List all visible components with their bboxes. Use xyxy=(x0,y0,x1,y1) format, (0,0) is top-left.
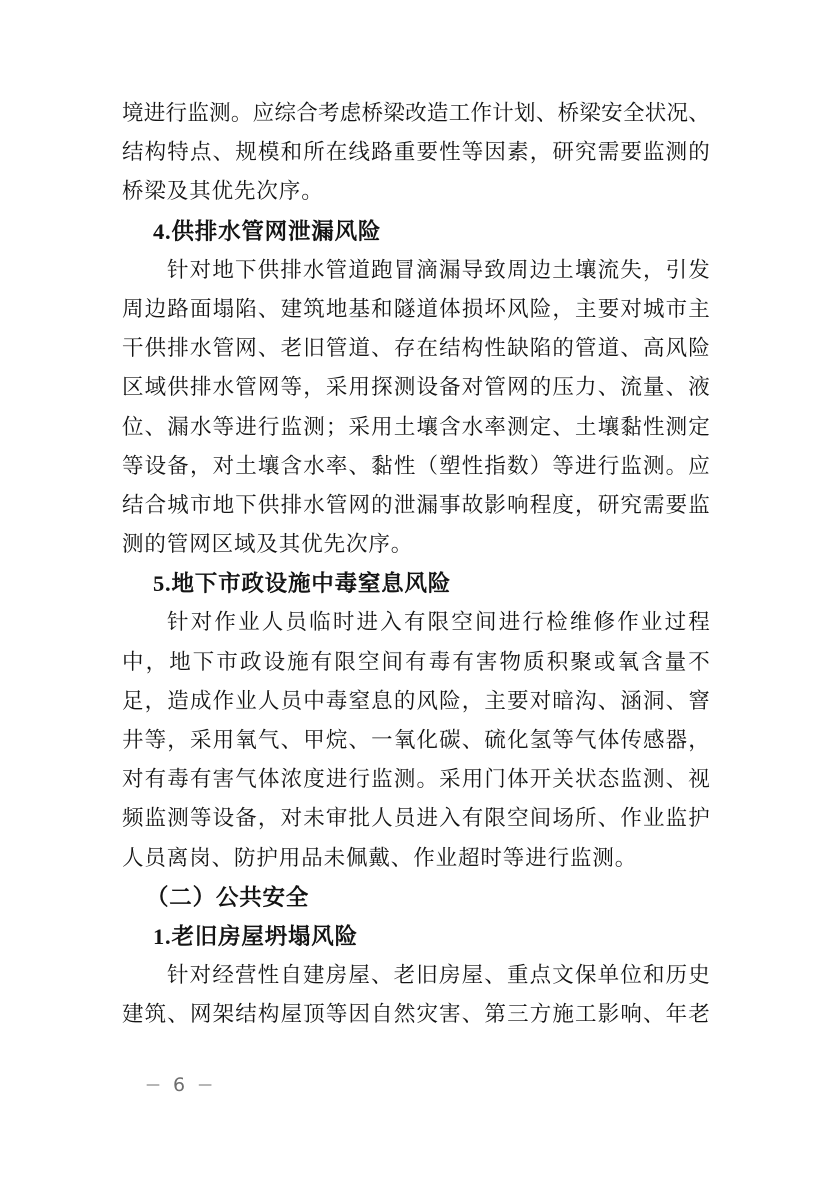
body-line: 建筑、网架结构屋顶等因自然灾害、第三方施工影响、年老 xyxy=(122,1002,710,1027)
body-line: 足，造成作业人员中毒窒息的风险，主要对暗沟、涵洞、窨 xyxy=(122,688,710,713)
body-line: 针对地下供排水管道跑冒滴漏导致周边土壤流失，引发 xyxy=(167,257,710,282)
heading-risk-4: 4.供排水管网泄漏风险 xyxy=(153,218,382,244)
body-line: 结合城市地下供排水管网的泄漏事故影响程度，研究需要监 xyxy=(122,492,710,517)
body-line: 频监测等设备，对未审批人员进入有限空间场所、作业监护 xyxy=(122,806,710,831)
body-line: 中，地下市政设施有限空间有毒有害物质积聚或氧含量不 xyxy=(122,649,710,674)
section-heading-public-safety: （二）公共安全 xyxy=(146,884,310,910)
body-line: 对有毒有害气体浓度进行监测。采用门体开关状态监测、视 xyxy=(122,767,710,792)
body-line: 干供排水管网、老旧管道、存在结构性缺陷的管道、高风险 xyxy=(122,336,710,361)
body-line: 区域供排水管网等，采用探测设备对管网的压力、流量、液 xyxy=(122,375,710,400)
body-line: 桥梁及其优先次序。 xyxy=(122,179,324,204)
body-line: 针对作业人员临时进入有限空间进行检维修作业过程 xyxy=(167,610,710,635)
body-line: 测的管网区域及其优先次序。 xyxy=(122,532,414,557)
document-body xyxy=(122,94,710,1035)
page-footer xyxy=(146,1074,212,1096)
body-line: 针对经营性自建房屋、老旧房屋、重点文保单位和历史 xyxy=(167,963,710,988)
body-line: 等设备，对土壤含水率、黏性（塑性指数）等进行监测。应 xyxy=(122,453,710,478)
heading-risk-5: 5.地下市政设施中毒窒息风险 xyxy=(153,571,452,597)
body-line: 结构特点、规模和所在线路重要性等因素，研究需要监测的 xyxy=(122,140,710,165)
heading-risk-1: 1.老旧房屋坍塌风险 xyxy=(153,923,358,949)
body-line: 境进行监测。应综合考虑桥梁改造工作计划、桥梁安全状况、 xyxy=(122,101,710,125)
body-line: 周边路面塌陷、建筑地基和隧道体损坏风险，主要对城市主 xyxy=(122,296,710,321)
body-line: 人员离岗、防护用品未佩戴、作业超时等进行监测。 xyxy=(122,845,638,870)
page-number: 6 xyxy=(173,1074,186,1096)
body-line: 位、漏水等进行监测；采用土壤含水率测定、土壤黏性测定 xyxy=(122,414,710,439)
footer-left-dash: — xyxy=(146,1077,160,1093)
footer-right-dash: — xyxy=(198,1077,213,1093)
body-line: 井等，采用氧气、甲烷、一氧化碳、硫化氢等气体传感器， xyxy=(122,728,710,752)
